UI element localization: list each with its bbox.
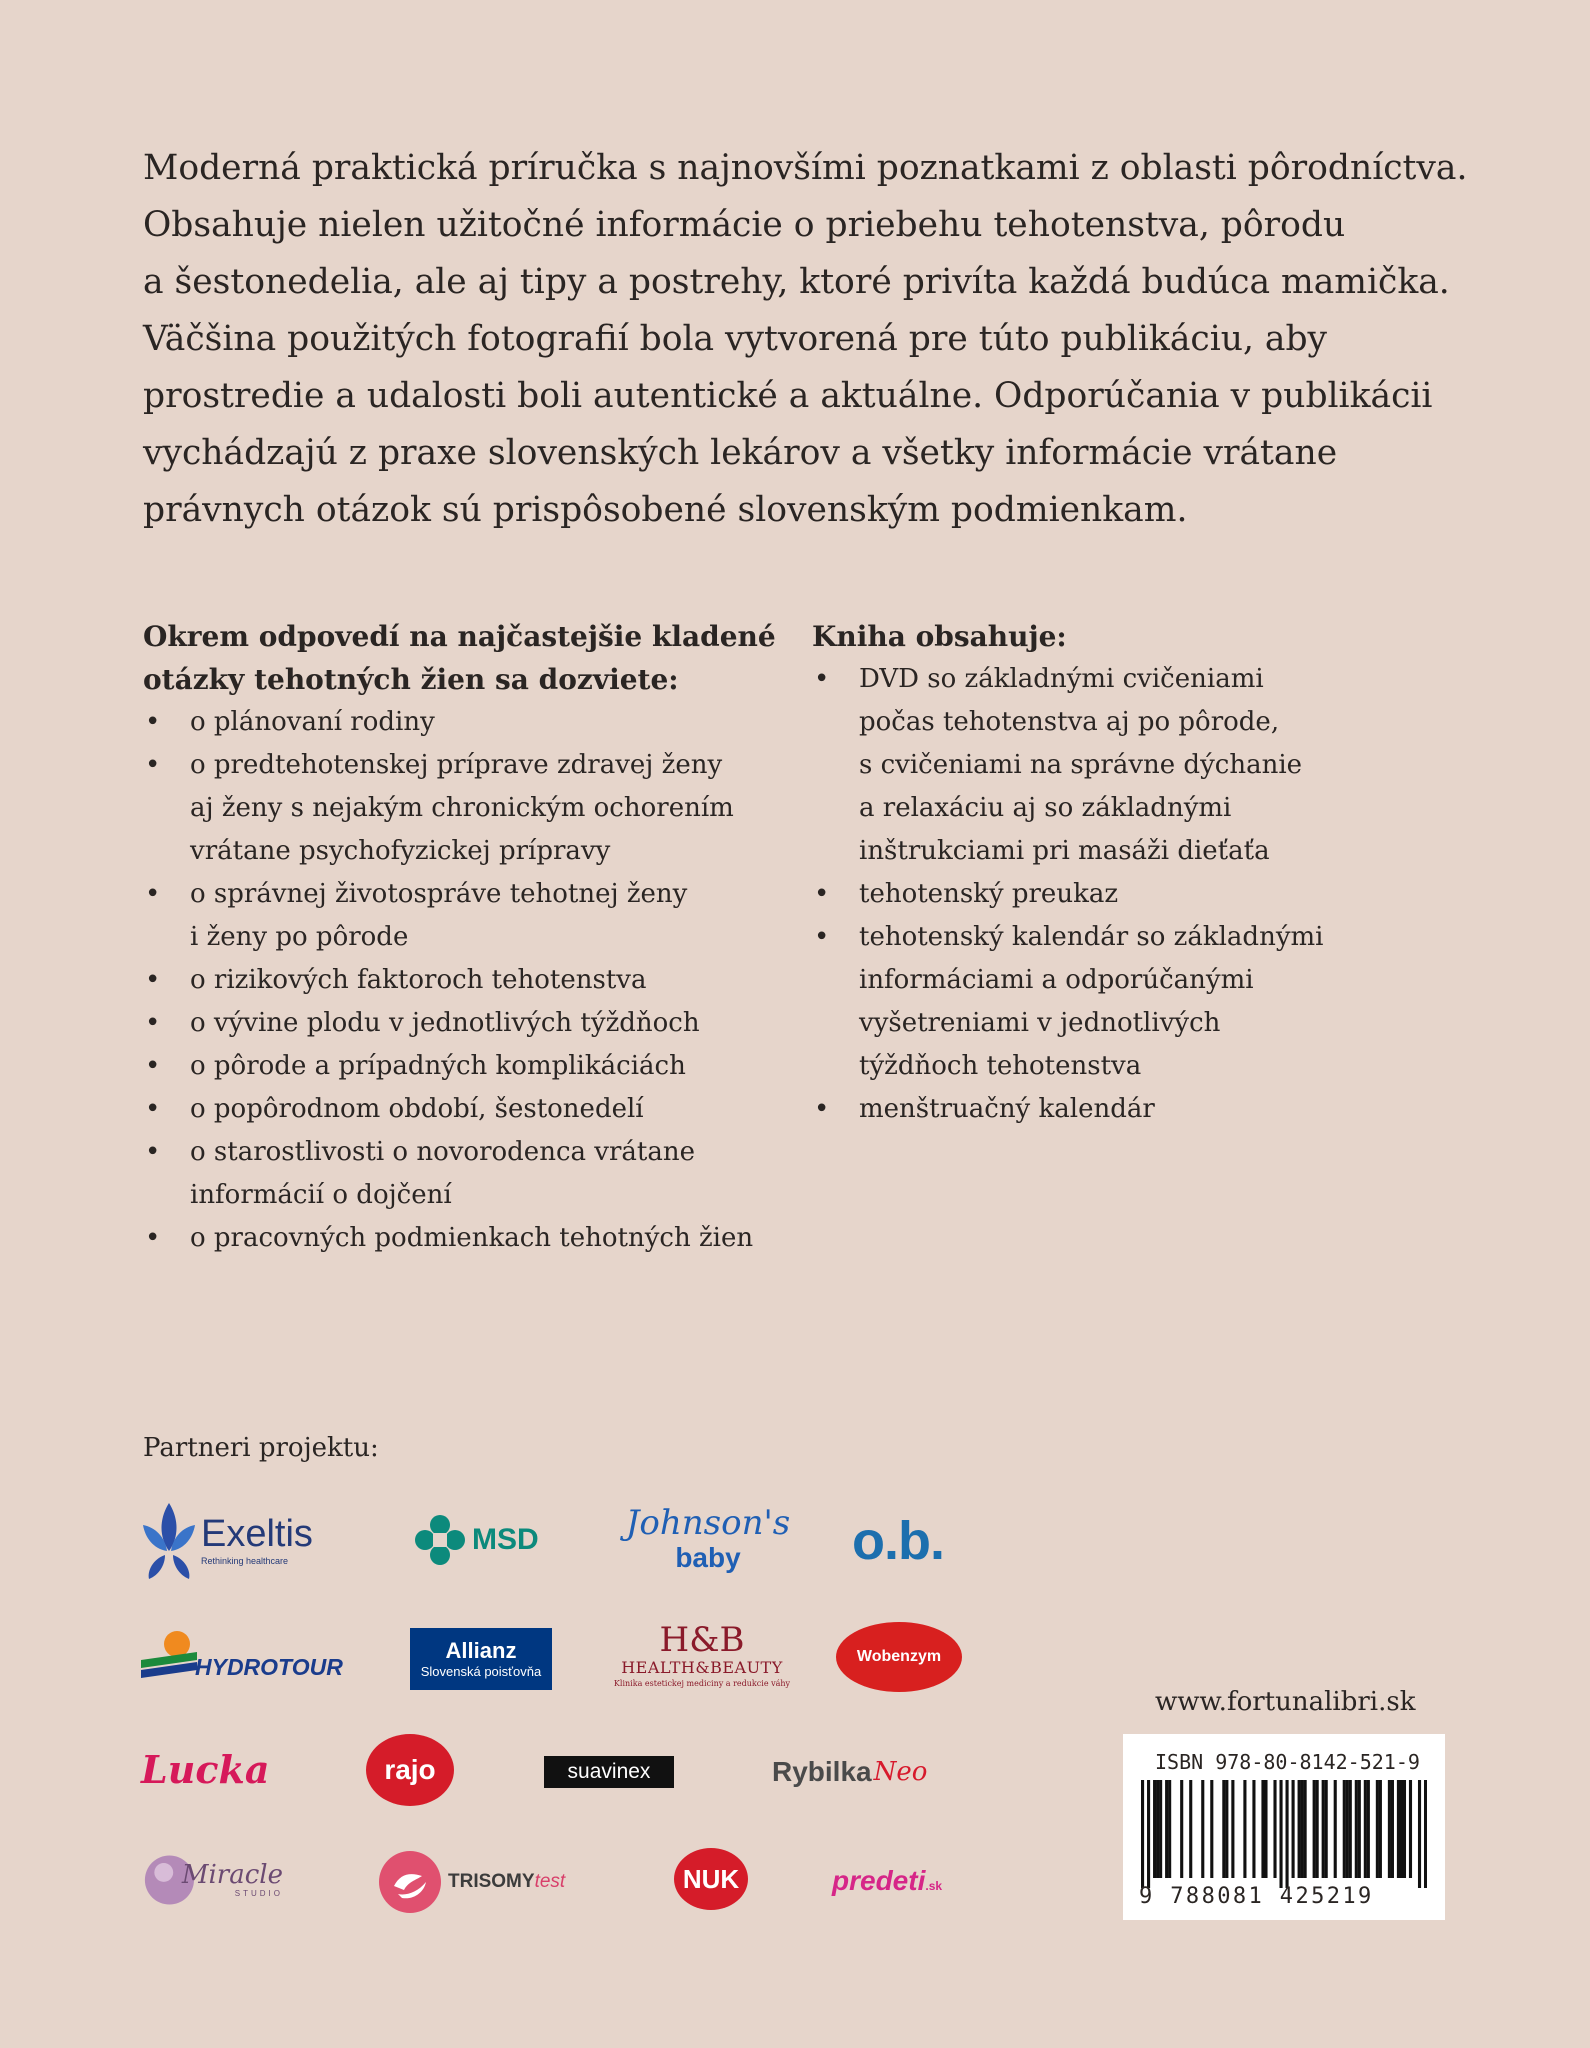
list-item	[812, 916, 1372, 1088]
barcode-bar	[1316, 1780, 1319, 1878]
predeti-name: predeti	[832, 1865, 926, 1896]
list-item-text: počas tehotenstva aj po pôrode,	[859, 707, 1280, 737]
barcode-bar	[1346, 1780, 1349, 1878]
ob-name: o.b.	[852, 1511, 944, 1571]
list-item-text: • menštruačný kalendár	[859, 1094, 1155, 1124]
rybilka-name: Rybilka	[772, 1756, 872, 1787]
list-item-text: inštrukciami pri masáži dieťaťa	[859, 836, 1270, 866]
exeltis-logo	[141, 1498, 341, 1582]
topics-list	[143, 701, 783, 1260]
barcode-bar	[1210, 1780, 1213, 1878]
barcode-bar	[1168, 1780, 1171, 1878]
list-item-text: • o popôrodnom období, šestonedelí	[190, 1094, 644, 1124]
list-item	[143, 1002, 783, 1045]
lucka-logo	[141, 1738, 270, 1800]
allianz-name: Allianz	[445, 1638, 517, 1663]
hb-name: H&B	[659, 1620, 745, 1660]
list-item	[143, 873, 783, 959]
hb-sub: HEALTH&BEAUTY	[621, 1658, 783, 1677]
list-item	[143, 1088, 783, 1131]
intro-line: právnych otázok sú prispôsobené slovenským podmienkam.	[143, 490, 1188, 530]
johnsons-sub: baby	[675, 1542, 741, 1573]
partners-label: Partneri projektu:	[143, 1433, 379, 1463]
contents-list	[812, 658, 1372, 1131]
lucka-name: Lucka	[141, 1746, 270, 1792]
rajo-logo	[366, 1734, 454, 1806]
barcode-bar	[1403, 1780, 1406, 1878]
johnsons-baby-logo	[625, 1503, 791, 1582]
barcode-bar	[1409, 1780, 1412, 1878]
allianz-logo	[410, 1628, 552, 1690]
isbn-barcode	[1123, 1734, 1445, 1920]
barcode-bar	[1292, 1780, 1295, 1878]
predeti-sub: .sk	[925, 1879, 943, 1893]
contents-column	[812, 615, 1372, 1131]
list-item	[812, 658, 1372, 873]
barcode-bar	[1298, 1780, 1301, 1878]
lotus-icon	[141, 1499, 197, 1581]
list-item-text: • o pôrode a prípadných komplikáciách	[190, 1051, 686, 1081]
hydrotour-logo	[141, 1628, 351, 1684]
trisomy-test-logo	[378, 1850, 588, 1914]
intro-line: a šestonedelia, ale aj tipy a postrehy, ktoré privíta každá budúca mamička.	[143, 262, 1450, 302]
trisomy-name: TRISOMY	[448, 1871, 535, 1892]
barcode-bar	[1159, 1780, 1162, 1878]
list-item-text: • o starostlivosti o novorodenca vrátane	[190, 1137, 695, 1167]
barcode-bar	[1313, 1780, 1316, 1878]
list-item-text: vyšetreniami v jednotlivých	[859, 1008, 1221, 1038]
intro-line: prostredie a udalosti boli autentické a aktuálne. Odporúčania v publikácii	[143, 376, 1433, 416]
barcode-bar	[1367, 1780, 1370, 1878]
trisomy-sub: test	[534, 1871, 566, 1892]
barcode-bar	[1225, 1780, 1228, 1878]
barcode-bar	[1322, 1780, 1325, 1878]
contents-heading-line: Kniha obsahuje:	[812, 620, 1067, 653]
barcode-bar	[1424, 1780, 1427, 1888]
list-item-text: informácií o dojčení	[190, 1180, 452, 1210]
barcode-bar	[1165, 1780, 1168, 1878]
barcode-bar	[1273, 1780, 1276, 1878]
barcode-bar	[1222, 1780, 1225, 1878]
barcode-bar	[1286, 1780, 1289, 1888]
list-item-text: • o vývine plodu v jednotlivých týždňoch	[190, 1008, 700, 1038]
rajo-name: rajo	[384, 1754, 436, 1785]
trisomy-hands-icon	[378, 1850, 442, 1914]
barcode-bar	[1156, 1780, 1159, 1878]
barcode-bar	[1355, 1780, 1358, 1878]
msd-logo	[414, 1512, 554, 1568]
list-item-text: • o správnej životospráve tehotnej ženy	[190, 879, 688, 909]
hb-logo	[612, 1622, 792, 1700]
hydrotour-name: HYDROTOUR	[195, 1653, 343, 1680]
barcode-bar	[1379, 1780, 1382, 1878]
intro-line: Obsahuje nielen užitočné informácie o priebehu tehotenstva, pôrodu	[143, 205, 1346, 245]
rybilka-sub: Neo	[873, 1757, 928, 1787]
nuk-logo	[674, 1848, 748, 1910]
list-item-text: informáciami a odporúčanými	[859, 965, 1254, 995]
list-item-text: a relaxáciu aj so základnými	[859, 793, 1232, 823]
barcode-bar	[1325, 1780, 1328, 1878]
wobenzym-logo	[836, 1622, 962, 1692]
isbn-digits: 9 788081 425219	[1139, 1884, 1374, 1909]
topics-heading-line: Okrem odpovedí na najčastejšie kladené	[143, 620, 776, 653]
list-item-text: • DVD so základnými cvičeniami	[859, 664, 1264, 694]
nuk-name: NUK	[682, 1863, 740, 1894]
list-item	[143, 1217, 783, 1260]
hydrotour-emblem-icon	[141, 1630, 197, 1682]
barcode-bar	[1334, 1780, 1337, 1878]
topics-heading-line: otázky tehotných žien sa dozviete:	[143, 663, 679, 696]
list-item-text: s cvičeniami na správne dýchanie	[859, 750, 1303, 780]
list-item	[812, 1088, 1372, 1131]
barcode-bar	[1252, 1780, 1255, 1878]
list-item-text: • o plánovaní rodiny	[190, 707, 435, 737]
miracle-sub: STUDIO	[234, 1889, 283, 1898]
barcode-bar	[1397, 1780, 1400, 1878]
barcode-bar	[1304, 1780, 1307, 1878]
isbn-label: ISBN 978-80-8142-521-9	[1155, 1750, 1420, 1774]
list-item-text: • tehotenský preukaz	[859, 879, 1119, 909]
johnsons-name: Johnson's	[625, 1503, 791, 1543]
barcode-bar	[1189, 1780, 1192, 1878]
barcode-bar	[1301, 1780, 1304, 1878]
intro-line: Moderná praktická príručka s najnovšími poznatkami z oblasti pôrodníctva.	[143, 148, 1468, 188]
barcode-bar	[1261, 1780, 1264, 1878]
barcode-bar	[1153, 1780, 1156, 1878]
barcode-bar	[1343, 1780, 1346, 1878]
hb-tagline: Klinika estetickej mediciny a redukcie váhy	[613, 1679, 791, 1688]
intro-line: vychádzajú z praxe slovenských lekárov a všetky informácie vrátane	[143, 433, 1338, 473]
barcode-bar	[1400, 1780, 1403, 1878]
miracle-studio-logo	[143, 1848, 283, 1912]
barcode-bars	[1141, 1780, 1427, 1888]
list-item-text: aj ženy s nejakým chronickým ochorením	[190, 793, 734, 823]
list-item-text: • o rizikových faktoroch tehotenstva	[190, 965, 647, 995]
suavinex-name: suavinex	[567, 1760, 651, 1783]
barcode-bar	[1388, 1780, 1391, 1878]
list-item	[143, 1131, 783, 1217]
list-item-text: týždňoch tehotenstva	[859, 1051, 1142, 1081]
list-item	[143, 744, 783, 873]
barcode-bar	[1147, 1780, 1150, 1888]
msd-emblem-icon	[414, 1514, 466, 1566]
msd-name: MSD	[472, 1523, 539, 1556]
list-item-text: i ženy po pôrode	[190, 922, 409, 952]
intro-paragraph	[143, 140, 1468, 539]
rybilka-logo	[772, 1750, 962, 1794]
list-item	[143, 959, 783, 1002]
list-item	[812, 873, 1372, 916]
miracle-name: Miracle	[181, 1860, 283, 1890]
barcode-bar	[1279, 1780, 1282, 1888]
list-item-text: • tehotenský kalendár so základnými	[859, 922, 1324, 952]
barcode-bar	[1391, 1780, 1394, 1878]
barcode-bar	[1364, 1780, 1367, 1878]
allianz-sub: Slovenská poisťovňa	[420, 1664, 542, 1679]
exeltis-name: Exeltis	[201, 1513, 313, 1555]
list-item	[143, 701, 783, 744]
ob-logo	[852, 1508, 952, 1574]
wobenzym-name: Wobenzym	[856, 1648, 942, 1665]
barcode-bar	[1141, 1780, 1144, 1888]
topics-heading	[143, 615, 783, 701]
list-item-text: • o pracovných podmienkach tehotných žien	[190, 1223, 754, 1253]
website-url[interactable]: www.fortunalibri.sk	[1155, 1687, 1416, 1717]
barcode-bar	[1201, 1780, 1204, 1878]
barcode-bar	[1358, 1780, 1361, 1878]
list-item-text: vrátane psychofyzickej prípravy	[190, 836, 611, 866]
barcode-bar	[1349, 1780, 1352, 1878]
topics-column	[143, 615, 783, 1260]
barcode-bar	[1180, 1780, 1183, 1878]
suavinex-logo	[544, 1756, 674, 1788]
barcode-bar	[1243, 1780, 1246, 1878]
contents-heading	[812, 615, 1372, 658]
list-item-text: • o predtehotenskej príprave zdravej ženy	[190, 750, 723, 780]
exeltis-tagline: Rethinking healthcare	[201, 1556, 289, 1566]
barcode-bar	[1376, 1780, 1379, 1878]
barcode-bar	[1231, 1780, 1234, 1878]
barcode-bar	[1264, 1780, 1267, 1878]
barcode-bar	[1418, 1780, 1421, 1888]
predeti-logo	[832, 1852, 972, 1910]
intro-line: Väčšina použitých fotografií bola vytvorená pre túto publikáciu, aby	[143, 319, 1328, 359]
list-item	[143, 1045, 783, 1088]
